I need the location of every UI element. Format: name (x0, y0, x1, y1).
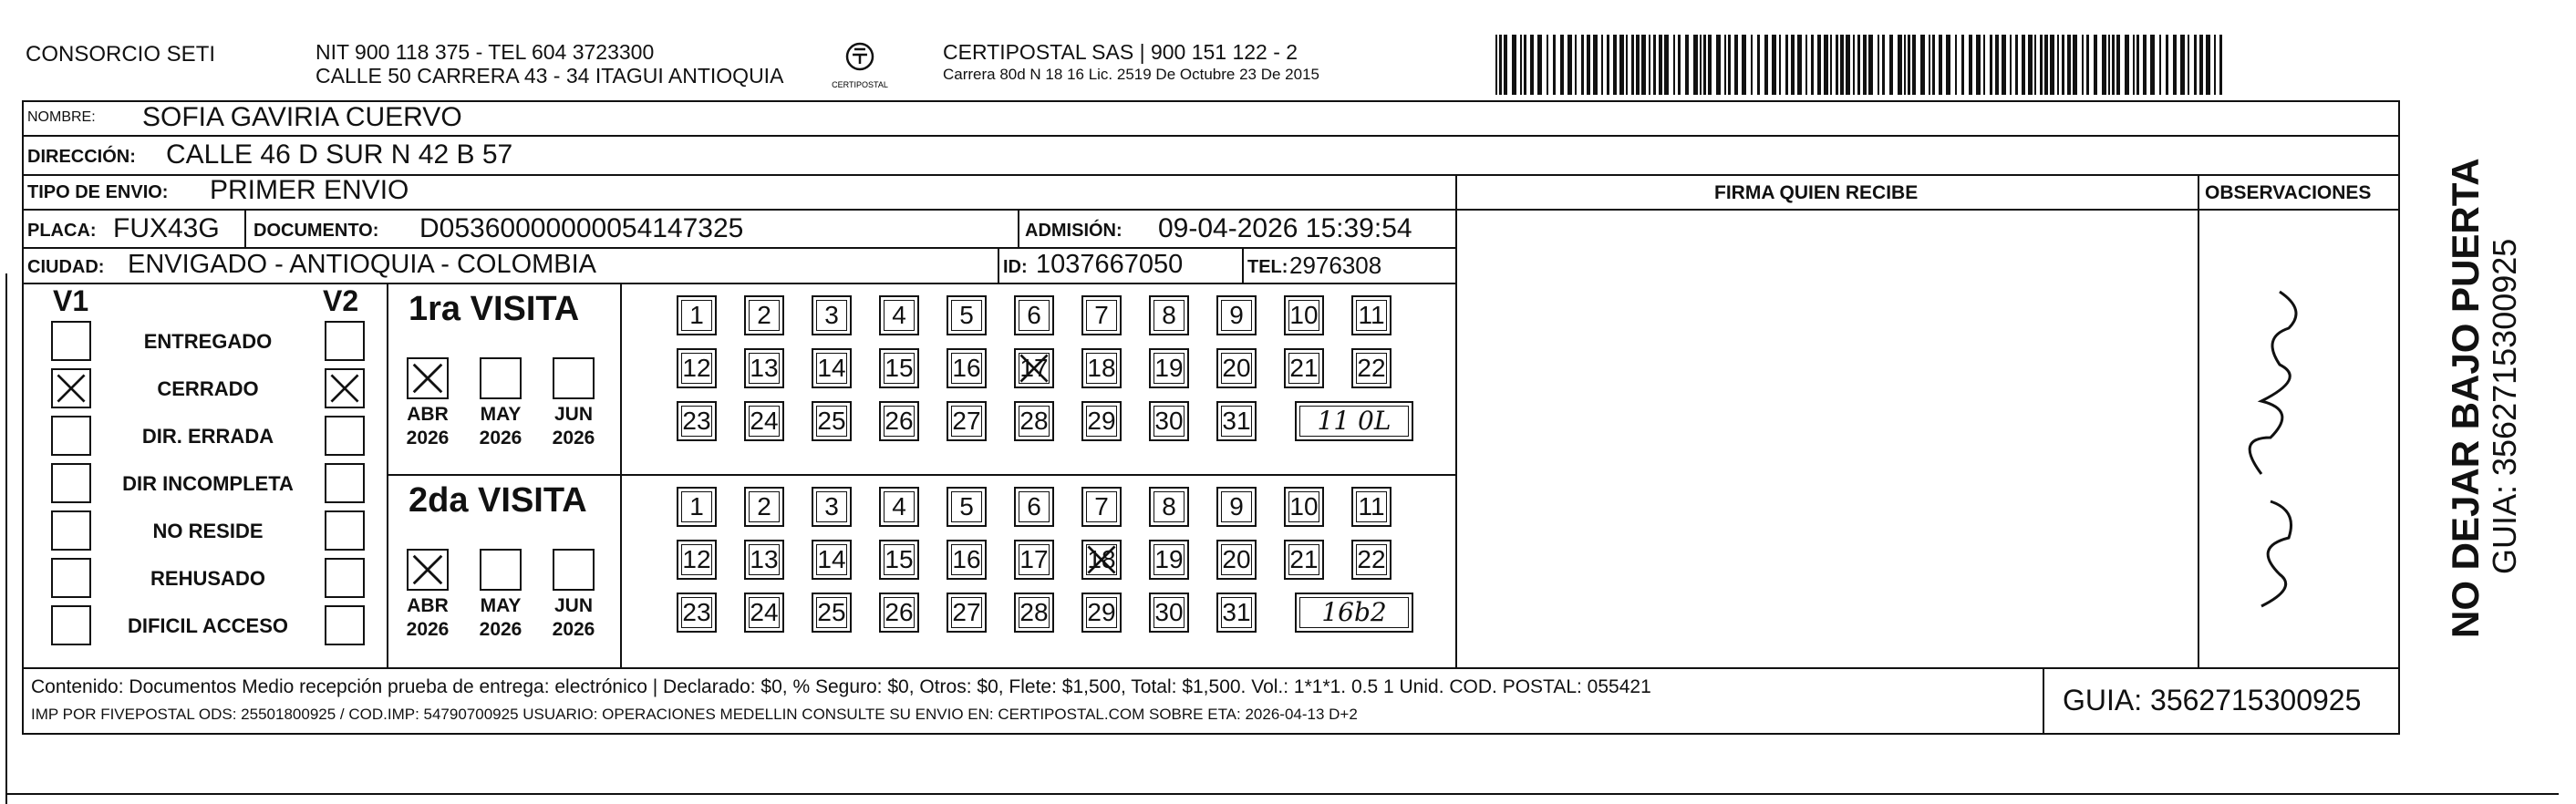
barcode-bar (1607, 35, 1609, 95)
documento-label: DOCUMENTO: (253, 221, 379, 241)
check-mark-icon (326, 370, 363, 407)
handwritten-time-box: 11 0L (1295, 401, 1413, 441)
month-checkbox (553, 357, 595, 399)
svg-text:CERTIPOSTAL: CERTIPOSTAL (832, 80, 888, 89)
day-box: 27 (947, 593, 987, 633)
day-box: 26 (879, 401, 919, 441)
barcode-bar (1537, 35, 1542, 95)
barcode-bar (1673, 35, 1675, 95)
day-box: 30 (1149, 593, 1189, 633)
visit-title: 1ra VISITA (409, 290, 580, 328)
status-v2-checkbox (325, 558, 365, 598)
day-box: 10 (1284, 295, 1324, 335)
barcode-bar (2108, 35, 2110, 95)
month-checkbox (407, 357, 449, 399)
barcode-bar (1805, 35, 1807, 95)
day-box: 20 (1216, 540, 1257, 580)
status-label: DIFICIL ACCESO (127, 614, 288, 637)
barcode-bar (1659, 35, 1662, 95)
barcode-bar (2002, 35, 2006, 95)
barcode-bar (1567, 35, 1572, 95)
month-year: 2026 (552, 619, 595, 640)
barcode-bar (1995, 35, 1999, 95)
barcode-bar (1703, 35, 1706, 95)
barcode-bar (2062, 35, 2064, 95)
status-label: DIR. ERRADA (141, 425, 274, 448)
observations-handwriting (2216, 273, 2343, 620)
day-box: 8 (1149, 487, 1189, 527)
status-v1-checkbox (51, 605, 91, 645)
barcode-bar (1976, 35, 1981, 95)
month-checkbox (480, 357, 522, 399)
barcode-bar (1495, 35, 1497, 95)
day-box: 4 (879, 487, 919, 527)
side-text (2411, 100, 2529, 738)
status-label: NO RESIDE (152, 520, 264, 542)
barcode-bar (1868, 35, 1873, 95)
barcode-bar (1779, 35, 1781, 95)
barcode-bar (2057, 35, 2059, 95)
barcode-bar (2022, 35, 2025, 95)
barcode-bar (1882, 35, 1885, 95)
barcode-bar (1512, 35, 1516, 95)
day-box: 17 (1014, 348, 1054, 388)
barcode-bar (1764, 35, 1768, 95)
barcode-bar (2180, 35, 2185, 95)
barcode-bar (2073, 35, 2077, 95)
day-box: 28 (1014, 401, 1054, 441)
day-box: 25 (812, 593, 852, 633)
day-box: 6 (1014, 487, 1054, 527)
barcode-bar (1846, 35, 1850, 95)
barcode-bar (1593, 35, 1598, 95)
day-box: 10 (1284, 487, 1324, 527)
barcode-bar (1560, 35, 1564, 95)
barcode-bar (1587, 35, 1590, 95)
firma-header: FIRMA QUIEN RECIBE (1714, 182, 1919, 203)
barcode-bar (1619, 35, 1624, 95)
day-box: 18 (1081, 348, 1122, 388)
barcode-bar (1836, 35, 1838, 95)
barcode-bar (1898, 35, 1902, 95)
month-name: JUN (553, 404, 593, 425)
barcode-bar (1929, 35, 1930, 95)
barcode-bar (1811, 35, 1814, 95)
barcode-bar (1728, 35, 1731, 95)
barcode-bar (1969, 35, 1972, 95)
day-box: 17 (1014, 540, 1054, 580)
barcode-bar (1853, 35, 1855, 95)
day-box: 7 (1081, 295, 1122, 335)
day-box: 9 (1216, 295, 1257, 335)
barcode-bar (1797, 35, 1802, 95)
side-guia: GUIA: 3562715300925 (2486, 238, 2523, 574)
company-name: CONSORCIO SETI (26, 42, 216, 67)
barcode-bar (2133, 35, 2135, 95)
day-box: 23 (677, 593, 717, 633)
footer-line-2: IMP POR FIVEPOSTAL ODS: 25501800925 / COD.IMP: 54790700925 USUARIO: OPERACIONES MEDELLIN CONSULTE SU ENVIO EN: CERTIPOSTAL.COM SOBRE ETA: 2026-04-13 D+2 (31, 706, 1358, 723)
barcode-bar (1857, 35, 1860, 95)
day-box: 24 (744, 593, 784, 633)
barcode-bar (1693, 35, 1698, 95)
day-box: 16 (947, 348, 987, 388)
barcode-bar (1904, 35, 1906, 95)
day-box: 5 (947, 295, 987, 335)
day-box: 1 (677, 295, 717, 335)
barcode-bar (1983, 35, 1985, 95)
certipostal-logo (828, 38, 892, 95)
check-mark-icon (1083, 541, 1120, 578)
barcode-bar (2086, 35, 2089, 95)
barcode-bar (1912, 35, 1916, 95)
barcode-bar (1524, 35, 1526, 95)
month-year: 2026 (406, 619, 450, 640)
day-box: 12 (677, 348, 717, 388)
day-box: 28 (1014, 593, 1054, 633)
day-box: 23 (677, 401, 717, 441)
barcode-bar (1772, 35, 1776, 95)
barcode-bar (1817, 35, 1821, 95)
status-label: REHUSADO (150, 567, 265, 590)
barcode-bar (2125, 35, 2129, 95)
barcode-bar (1908, 35, 1910, 95)
barcode-bar (2166, 35, 2168, 95)
barcode-bar (1636, 35, 1640, 95)
v2-label: V2 (323, 284, 359, 317)
day-box: 7 (1081, 487, 1122, 527)
status-label: CERRADO (157, 377, 259, 400)
barcode-bar (1961, 35, 1964, 95)
day-box: 25 (812, 401, 852, 441)
status-v1-checkbox (51, 463, 91, 503)
barcode-bar (2102, 35, 2106, 95)
barcode-bar (1626, 35, 1628, 95)
day-box: 1 (677, 487, 717, 527)
barcode-bar (2219, 35, 2222, 95)
month-name: JUN (553, 595, 593, 616)
barcode-bar (1649, 35, 1650, 95)
barcode-bar (1840, 35, 1844, 95)
day-box: 2 (744, 487, 784, 527)
day-box: 11 (1351, 487, 1391, 527)
month-name: ABR (407, 404, 449, 425)
day-box: 31 (1216, 401, 1257, 441)
month-checkbox (480, 549, 522, 591)
barcode-bar (2173, 35, 2177, 95)
side-no-dejar: NO DEJAR BAJO PUERTA (2444, 158, 2487, 638)
month-name: MAY (480, 595, 522, 616)
barcode-bar (1613, 35, 1617, 95)
barcode-bar (1664, 35, 1669, 95)
day-box: 9 (1216, 487, 1257, 527)
admision-label: ADMISIÓN: (1025, 221, 1122, 241)
handwriting-signature-icon (2216, 273, 2343, 620)
month-name: MAY (480, 404, 522, 425)
barcode-bar (1955, 35, 1957, 95)
barcode-bar (1547, 35, 1548, 95)
barcode-bar (2214, 35, 2216, 95)
barcode-bar (2194, 35, 2197, 95)
nombre-label: NOMBRE: (27, 109, 96, 125)
month-checkbox (407, 549, 449, 591)
day-box: 3 (812, 487, 852, 527)
barcode (1495, 35, 2225, 95)
id-value: 1037667050 (1036, 250, 1184, 279)
barcode-bar (2159, 35, 2161, 95)
tel-value: 2976308 (1289, 252, 1382, 279)
barcode-bar (2010, 35, 2012, 95)
handwritten-time-box: 16b2 (1295, 593, 1413, 633)
barcode-bar (1785, 35, 1788, 95)
month-name: ABR (407, 595, 449, 616)
day-box: 11 (1351, 295, 1391, 335)
barcode-bar (2150, 35, 2155, 95)
id-label: ID: (1003, 257, 1028, 277)
day-box: 30 (1149, 401, 1189, 441)
day-box: 6 (1014, 295, 1054, 335)
barcode-bar (2094, 35, 2097, 95)
barcode-bar (1530, 35, 1534, 95)
observaciones-header: OBSERVACIONES (2205, 182, 2372, 203)
barcode-bar (1504, 35, 1507, 95)
day-box: 20 (1216, 348, 1257, 388)
barcode-bar (1757, 35, 1760, 95)
status-v1-checkbox (51, 510, 91, 551)
placa-label: PLACA: (27, 221, 97, 241)
day-box: 14 (812, 348, 852, 388)
status-v1-checkbox (51, 321, 91, 361)
status-label: ENTREGADO (143, 330, 273, 353)
status-v1-checkbox (51, 558, 91, 598)
barcode-bar (2040, 35, 2043, 95)
day-box: 21 (1284, 540, 1324, 580)
month-year: 2026 (552, 428, 595, 448)
address-line: CALLE 50 CARRERA 43 - 34 ITAGUI ANTIOQUIA (316, 64, 784, 88)
barcode-bar (1724, 35, 1726, 95)
tipo-envio-value: PRIMER ENVIO (210, 175, 409, 205)
barcode-bar (1499, 35, 1502, 95)
status-v2-checkbox (325, 416, 365, 456)
day-box: 5 (947, 487, 987, 527)
barcode-bar (1678, 35, 1681, 95)
barcode-bar (1708, 35, 1712, 95)
barcode-bar (2143, 35, 2147, 95)
barcode-bar (1631, 35, 1634, 95)
v1-label: V1 (53, 284, 89, 317)
barcode-bar (2067, 35, 2071, 95)
day-box: 3 (812, 295, 852, 335)
barcode-bar (2199, 35, 2203, 95)
admision-value: 09-04-2026 15:39:54 (1158, 213, 1412, 243)
day-box: 8 (1149, 295, 1189, 335)
check-mark-icon (409, 359, 447, 397)
barcode-bar (1946, 35, 1950, 95)
barcode-bar (2136, 35, 2139, 95)
barcode-bar (2116, 35, 2120, 95)
day-box: 29 (1081, 401, 1122, 441)
barcode-bar (1889, 35, 1893, 95)
day-box: 16 (947, 540, 987, 580)
month-year: 2026 (406, 428, 450, 448)
day-box: 4 (879, 295, 919, 335)
direccion-value: CALLE 46 D SUR N 42 B 57 (166, 139, 513, 170)
barcode-bar (1791, 35, 1795, 95)
barcode-bar (1575, 35, 1577, 95)
barcode-bar (1939, 35, 1942, 95)
day-box: 13 (744, 348, 784, 388)
barcode-bar (1824, 35, 1828, 95)
certipostal-logo-icon (828, 38, 892, 95)
barcode-bar (2015, 35, 2018, 95)
direccion-label: DIRECCIÓN: (27, 147, 136, 167)
day-box: 26 (879, 593, 919, 633)
barcode-bar (1700, 35, 1702, 95)
status-v2-checkbox (325, 510, 365, 551)
documento-value: D05360000000054147325 (419, 213, 744, 243)
check-mark-icon (409, 551, 447, 589)
check-mark-icon (53, 370, 89, 407)
month-checkbox (553, 549, 595, 591)
barcode-bar (1990, 35, 1992, 95)
day-box: 2 (744, 295, 784, 335)
barcode-bar (2028, 35, 2033, 95)
month-year: 2026 (479, 619, 522, 640)
day-box: 15 (879, 540, 919, 580)
check-mark-icon (1016, 350, 1052, 387)
status-v2-checkbox (325, 321, 365, 361)
barcode-bar (2050, 35, 2054, 95)
barcode-bar (1520, 35, 1522, 95)
day-box: 29 (1081, 593, 1122, 633)
barcode-bar (1716, 35, 1721, 95)
barcode-bar (2034, 35, 2036, 95)
day-box: 14 (812, 540, 852, 580)
day-box: 19 (1149, 540, 1189, 580)
status-v1-checkbox (51, 368, 91, 408)
day-box: 27 (947, 401, 987, 441)
barcode-bar (1581, 35, 1584, 95)
barcode-bar (1641, 35, 1646, 95)
day-box: 22 (1351, 348, 1391, 388)
ciudad-value: ENVIGADO - ANTIOQUIA - COLOMBIA (128, 250, 597, 279)
barcode-bar (1878, 35, 1879, 95)
barcode-bar (1830, 35, 1832, 95)
barcode-bar (1553, 35, 1556, 95)
footer-line-1: Contenido: Documentos Medio recepción prueba de entrega: electrónico | Declarado: $0, % Seguro: $0, Otros: $0, Flete: $1,500, Total: $1,500. Vol.: 1*1*1. 0.5 1 Unid. COD. POSTAL: 055421 (31, 676, 1651, 697)
barcode-bar (2206, 35, 2210, 95)
status-v2-checkbox (325, 368, 365, 408)
day-box: 12 (677, 540, 717, 580)
day-box: 24 (744, 401, 784, 441)
day-box: 21 (1284, 348, 1324, 388)
nombre-value: SOFIA GAVIRIA CUERVO (142, 102, 462, 132)
barcode-bar (1742, 35, 1746, 95)
barcode-bar (2082, 35, 2084, 95)
barcode-bar (1601, 35, 1603, 95)
ciudad-label: CIUDAD: (27, 257, 105, 277)
day-box: 15 (879, 348, 919, 388)
barcode-bar (1685, 35, 1689, 95)
day-box: 31 (1216, 593, 1257, 633)
day-box: 18 (1081, 540, 1122, 580)
barcode-bar (2188, 35, 2189, 95)
day-box: 13 (744, 540, 784, 580)
status-v1-checkbox (51, 416, 91, 456)
status-v2-checkbox (325, 605, 365, 645)
barcode-bar (2112, 35, 2115, 95)
status-v2-checkbox (325, 463, 365, 503)
barcode-bar (1932, 35, 1935, 95)
certipostal-line: CERTIPOSTAL SAS | 900 151 122 - 2 (943, 40, 1298, 64)
guia-box: GUIA: 3562715300925 (2063, 684, 2362, 716)
visit-title: 2da VISITA (409, 481, 587, 520)
tipo-envio-label: TIPO DE ENVIO: (27, 182, 169, 202)
barcode-bar (1751, 35, 1753, 95)
barcode-bar (1863, 35, 1867, 95)
month-year: 2026 (479, 428, 522, 448)
status-label: DIR INCOMPLETA (122, 472, 294, 495)
placa-value: FUX43G (113, 213, 220, 243)
barcode-bar (1734, 35, 1738, 95)
license-line: Carrera 80d N 18 16 Lic. 2519 De Octubre 23 De 2015 (943, 66, 1319, 83)
barcode-image (1495, 35, 2225, 95)
tel-label: TEL: (1247, 257, 1288, 277)
barcode-bar (1653, 35, 1656, 95)
nit-line: NIT 900 118 375 - TEL 604 3723300 (316, 40, 655, 64)
barcode-bar (2044, 35, 2048, 95)
day-box: 22 (1351, 540, 1391, 580)
day-box: 19 (1149, 348, 1189, 388)
barcode-bar (1920, 35, 1925, 95)
